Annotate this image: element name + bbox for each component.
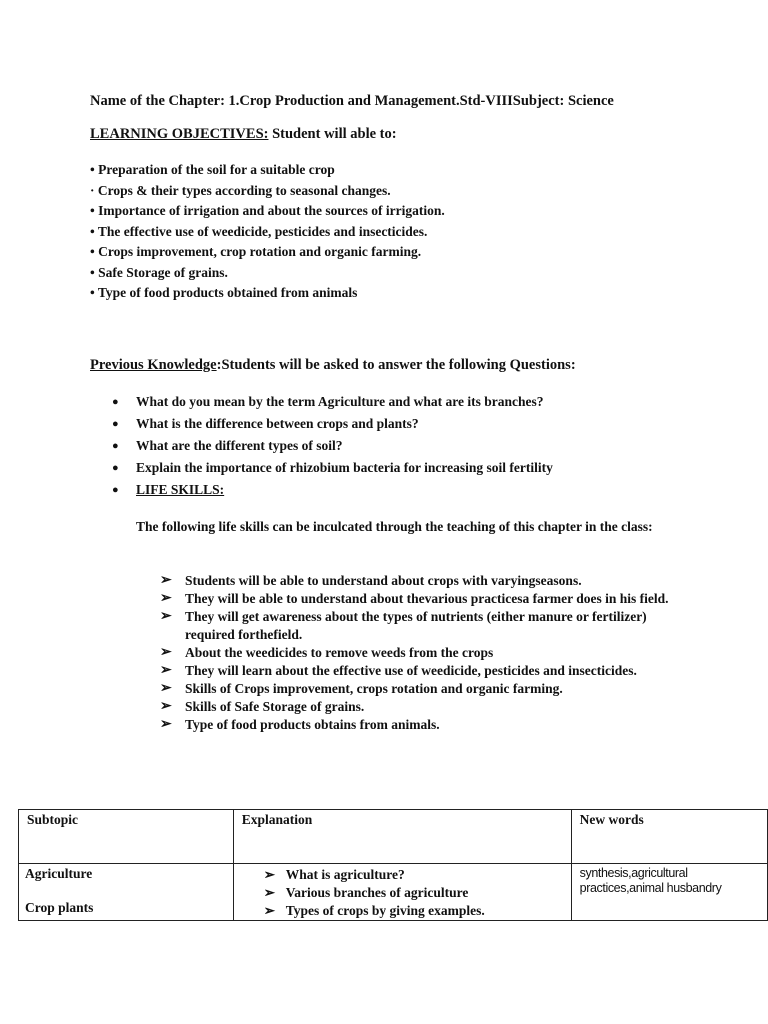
explanation-list — [234, 864, 571, 920]
arrow-bullet-icon: ➢ — [160, 681, 172, 696]
subtopic-agriculture: Agriculture — [25, 866, 93, 881]
bullet-icon: ● — [112, 484, 119, 496]
table-header-cell — [19, 810, 234, 864]
skill-item — [160, 644, 680, 662]
question-text: What do you mean by the term Agriculture and what are its branches? — [136, 394, 544, 409]
arrow-bullet-icon: ➢ — [160, 573, 172, 588]
header-subtopic: Subtopic — [27, 812, 79, 827]
skill-text: About the weedicides to remove weeds from the crops — [185, 645, 494, 660]
arrow-bullet-icon: ➢ — [263, 885, 276, 900]
skill-item — [160, 572, 680, 590]
skill-text: They will get awareness about the types of nutrients (either manure or fertilizer) required forthefield. — [185, 609, 647, 642]
arrow-bullet-icon: ➢ — [160, 591, 172, 606]
arrow-bullet-icon: ➢ — [160, 609, 172, 624]
subtopics-table — [18, 809, 768, 921]
explanation-item — [264, 902, 571, 920]
question-item — [112, 436, 553, 458]
skill-text: Students will be able to understand about crops with varyingseasons. — [185, 573, 582, 588]
explanation-item — [264, 884, 571, 902]
objectives-heading: LEARNING OBJECTIVES: — [90, 126, 269, 142]
objective-item: • Preparation of the soil for a suitable crop — [90, 162, 335, 177]
explanation-item — [264, 866, 571, 884]
objective-item: · Crops & their types according to seasonal changes. — [90, 182, 391, 198]
arrow-bullet-icon: ➢ — [160, 717, 172, 732]
skill-item — [160, 608, 680, 644]
objective-item: • The effective use of weedicide, pesticides and insecticides. — [90, 223, 428, 239]
skill-item — [160, 590, 680, 608]
skill-text: Type of food products obtains from animals. — [185, 717, 440, 732]
arrow-bullet-icon: ➢ — [263, 867, 276, 882]
previous-knowledge-line — [90, 357, 576, 374]
objectives-list — [90, 160, 445, 304]
objective-item: • Safe Storage of grains. — [90, 264, 228, 280]
explanation-cell — [233, 864, 571, 921]
previous-knowledge-heading: Previous Knowledge — [90, 357, 217, 373]
life-skills-heading: LIFE SKILLS: — [136, 482, 225, 497]
question-text: Explain the importance of rhizobium bacteria for increasing soil fertility — [136, 460, 553, 475]
header-new-words: New words — [579, 812, 644, 827]
objectives-intro: Student will able to: — [268, 126, 397, 142]
subtopic-crop-plants: Crop plants — [25, 900, 94, 915]
chapter-title: Name of the Chapter: 1.Crop Production and Management.Std-VIIISubject: Science — [90, 93, 614, 109]
table-header-cell — [233, 810, 571, 864]
questions-list — [112, 392, 553, 502]
question-item — [112, 458, 553, 480]
objective-item: • Type of food products obtained from animals — [90, 285, 358, 300]
arrow-bullet-icon: ➢ — [263, 903, 276, 918]
question-item — [112, 392, 553, 414]
bullet-icon: ● — [112, 440, 119, 452]
previous-knowledge-intro: :Students will be asked to answer the following Questions: — [216, 357, 576, 373]
skill-text: They will learn about the effective use of weedicide, pesticides and insecticides. — [185, 663, 637, 678]
explanation-text: Types of crops by giving examples. — [285, 903, 485, 918]
question-text: What are the different types of soil? — [136, 438, 343, 453]
question-item — [112, 414, 553, 436]
arrow-bullet-icon: ➢ — [160, 699, 172, 714]
skill-item — [160, 716, 680, 734]
table-header-cell — [571, 810, 767, 864]
new-words-cell — [571, 864, 767, 921]
skill-text: Skills of Safe Storage of grains. — [185, 699, 365, 714]
header-explanation: Explanation — [241, 812, 313, 827]
skill-item — [160, 662, 680, 680]
objective-item: • Crops improvement, crop rotation and organic farming. — [90, 244, 422, 259]
bullet-icon: ● — [112, 418, 119, 430]
skill-item — [160, 680, 680, 698]
bullet-icon: ● — [112, 462, 119, 474]
skill-item — [160, 698, 680, 716]
table-row — [19, 864, 768, 921]
arrow-bullet-icon: ➢ — [160, 645, 172, 660]
new-words-text: synthesis,agricultural practices,animal husbandry — [579, 866, 722, 895]
skill-text: They will be able to understand about thevarious practicesa farmer does in his field. — [185, 591, 669, 606]
life-skills-list — [160, 572, 680, 734]
subtopic-cell — [19, 864, 234, 921]
explanation-text: Various branches of agriculture — [285, 885, 469, 900]
bullet-icon: ● — [112, 396, 119, 408]
arrow-bullet-icon: ➢ — [160, 663, 172, 678]
life-skills-heading-item — [112, 480, 553, 502]
question-text: What is the difference between crops and plants? — [136, 416, 419, 431]
skill-text: Skills of Crops improvement, crops rotation and organic farming. — [185, 681, 563, 696]
objective-item: • Importance of irrigation and about the sources of irrigation. — [90, 203, 445, 218]
life-skills-intro: The following life skills can be inculcated through the teaching of this chapter in the class: — [136, 519, 653, 534]
objectives-heading-line — [90, 126, 397, 143]
explanation-text: What is agriculture? — [285, 867, 405, 882]
table-header-row — [19, 810, 768, 864]
